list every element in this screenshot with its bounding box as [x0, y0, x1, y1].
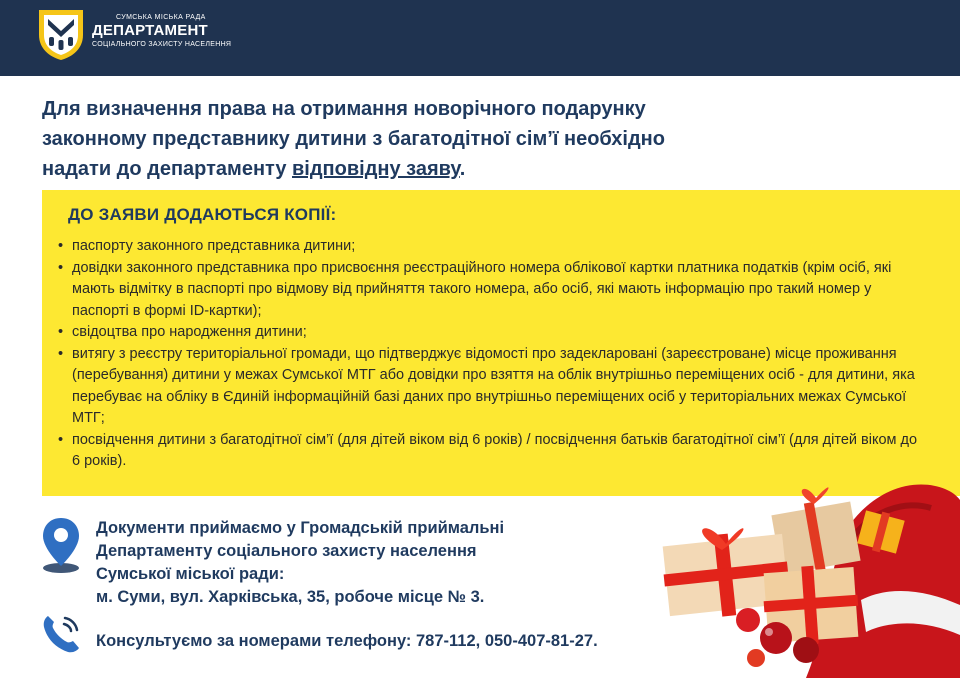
org-line: СУМСЬКА МІСЬКА РАДА	[116, 14, 206, 21]
attachments-panel	[42, 190, 960, 496]
list-item: • посвідчення дитини з багатодітної сім’ї (для дітей віком від 6 років) / посвідчення батьків багатодітної сім’ї (для дітей віком до 6 років).	[56, 430, 926, 473]
contact-address: м. Суми, вул. Харківська, 35, робоче місце № 3.	[96, 588, 485, 606]
contact-line-1: Документи приймаємо у Громадській приймальні	[96, 519, 505, 537]
list-item: • паспорту законного представника дитини;	[56, 236, 926, 258]
intro-heading	[42, 94, 822, 184]
application-form-link[interactable]: відповідну заяву	[292, 158, 460, 180]
contact-line-2: Департаменту соціального захисту населення	[96, 542, 477, 560]
attachments-list	[56, 236, 926, 473]
department-shield-logo	[36, 7, 86, 61]
intro-line-1: Для визначення права на отримання новорічного подарунку	[42, 98, 646, 120]
intro-line-3-prefix: надати до департаменту	[42, 158, 292, 180]
contact-line-3: Сумської міської ради:	[96, 565, 285, 583]
contact-block	[96, 517, 504, 609]
christmas-gifts-illustration	[656, 460, 960, 678]
attachments-title: ДО ЗАЯВИ ДОДАЮТЬСЯ КОПІЇ:	[68, 205, 337, 224]
intro-line-3-suffix: .	[459, 158, 466, 180]
brand-title: ДЕПАРТАМЕНТ	[92, 22, 208, 39]
header-bar	[0, 0, 960, 76]
list-item: • довідки законного представника про присвоєння реєстраційного номера облікової картки платника податків (крім осіб, які мають відмітку в паспорті про відмову від прийняття такого номера, або осіб, які мають інформацію про такий номер у паспорті в формі ID-картки);	[56, 258, 926, 323]
brand-subtitle: СОЦІАЛЬНОГО ЗАХИСТУ НАСЕЛЕННЯ	[92, 41, 232, 48]
location-pin-icon	[40, 516, 82, 574]
consult-phones: Консультуємо за номерами телефону: 787-112, 050-407-81-27.	[96, 632, 598, 650]
intro-line-2: законному представнику дитини з багатодітної сім’ї необхідно	[42, 128, 665, 150]
phone-icon	[40, 612, 82, 656]
brand-block	[92, 13, 231, 49]
list-item: • витягу з реєстру територіальної громади, що підтверджує відомості про задекларовані (зареєстроване) місце проживання (перебування) дитини у межах Сумської МТГ або довідки про взяття на облік внутрішньо переміщених осіб - для дитини, яка перебуває на обліку в Єдиній інформаційній базі даних про внутрішньо переміщених осіб у територіальних межах Сумської МТГ;	[56, 344, 926, 430]
intro-line-3	[42, 154, 822, 184]
list-item: • свідоцтва про народження дитини;	[56, 322, 926, 344]
